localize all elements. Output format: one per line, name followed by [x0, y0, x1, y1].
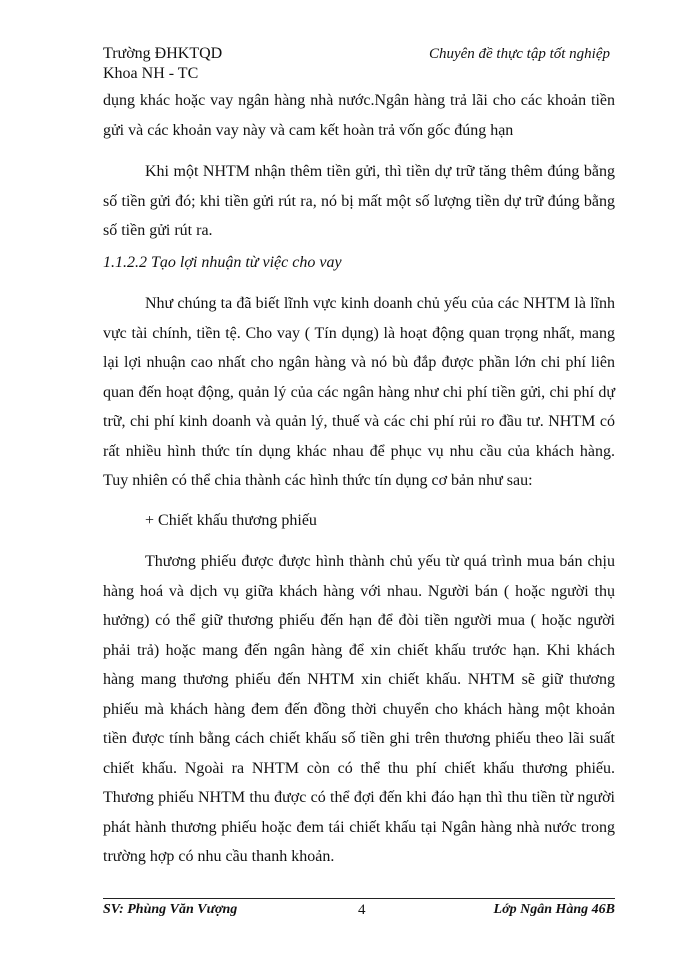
bullet-discount-bills: + Chiết khấu thương phiếu	[145, 511, 317, 529]
page-header-left	[103, 44, 222, 84]
faculty-name: Khoa NH - TC	[103, 65, 199, 82]
footer-divider	[103, 898, 615, 899]
paragraph-deposit-reserves: Khi một NHTM nhận thêm tiền gửi, thì tiền dự trữ tăng thêm đúng bằng số tiền gửi đó; khi tiền gửi rút ra, nó bị mất một số lượng tiền dự trữ đúng bằng số tiền gửi rút ra.	[103, 163, 615, 239]
paragraph-commercial-bills: Thương phiếu được được hình thành chủ yếu từ quá trình mua bán chịu hàng hoá và dịch vụ giữa khách hàng với nhau. Người bán ( hoặc người thụ hưởng) có thể giữ thương phiếu đến hạn để đòi tiền người mua ( hoặc người phải trả) hoặc mang đến ngân hàng để xin chiết khấu trước hạn. Khi khách hàng mang thương phiếu đến NHTM xin chiết khấu. NHTM sẽ giữ thương phiếu mà khách hàng đem đến đồng thời chuyển cho khách hàng một khoản tiền được tính bằng cách chiết khấu số tiền ghi trên thương phiếu theo lãi suất chiết khấu. Ngoài ra NHTM còn có thể thu phí chiết khấu thương phiếu. Thương phiếu NHTM thu được có thể đợi đến khi đáo hạn thì thu tiền từ người phát hành thương phiếu hoặc đem tái chiết khấu tại Ngân hàng nhà nước trong trường hợp có nhu cầu thanh khoản.	[103, 553, 615, 865]
student-name: SV: Phùng Văn Vượng	[103, 902, 238, 917]
document-type: Chuyên đề thực tập tốt nghiệp	[428, 46, 610, 62]
document-body	[103, 86, 615, 872]
paragraph-continuation: dụng khác hoặc vay ngân hàng nhà nước.Ngân hàng trả lãi cho các khoản tiền gửi và các khoản vay này và cam kết hoàn trả vốn gốc đúng hạn	[103, 92, 615, 139]
class-name: Lớp Ngân Hàng 46B	[493, 902, 615, 917]
page-number: 4	[358, 902, 366, 918]
section-heading: 1.1.2.2 Tạo lợi nhuận từ việc cho vay	[103, 253, 342, 271]
school-name: Trường ĐHKTQD	[103, 45, 223, 62]
paragraph-lending-profit: Như chúng ta đã biết lĩnh vực kinh doanh chủ yếu của các NHTM là lĩnh vực tài chính, tiền tệ. Cho vay ( Tín dụng) là hoạt động quan trọng nhất, mang lại lợi nhuận cao nhất cho ngân hàng và nó bù đắp được phần lớn chi phí liên quan đến hoạt động, quản lý của các ngân hàng như chi phí tiền gửi, chi phí dự trữ, chi phí kinh doanh và quản lý, thuế và các chi phí rủi ro đầu tư. NHTM có rất nhiều hình thức tín dụng khác nhau để phục vụ nhu cầu của khách hàng. Tuy nhiên có thể chia thành các hình thức tín dụng cơ bản như sau:	[103, 295, 615, 489]
